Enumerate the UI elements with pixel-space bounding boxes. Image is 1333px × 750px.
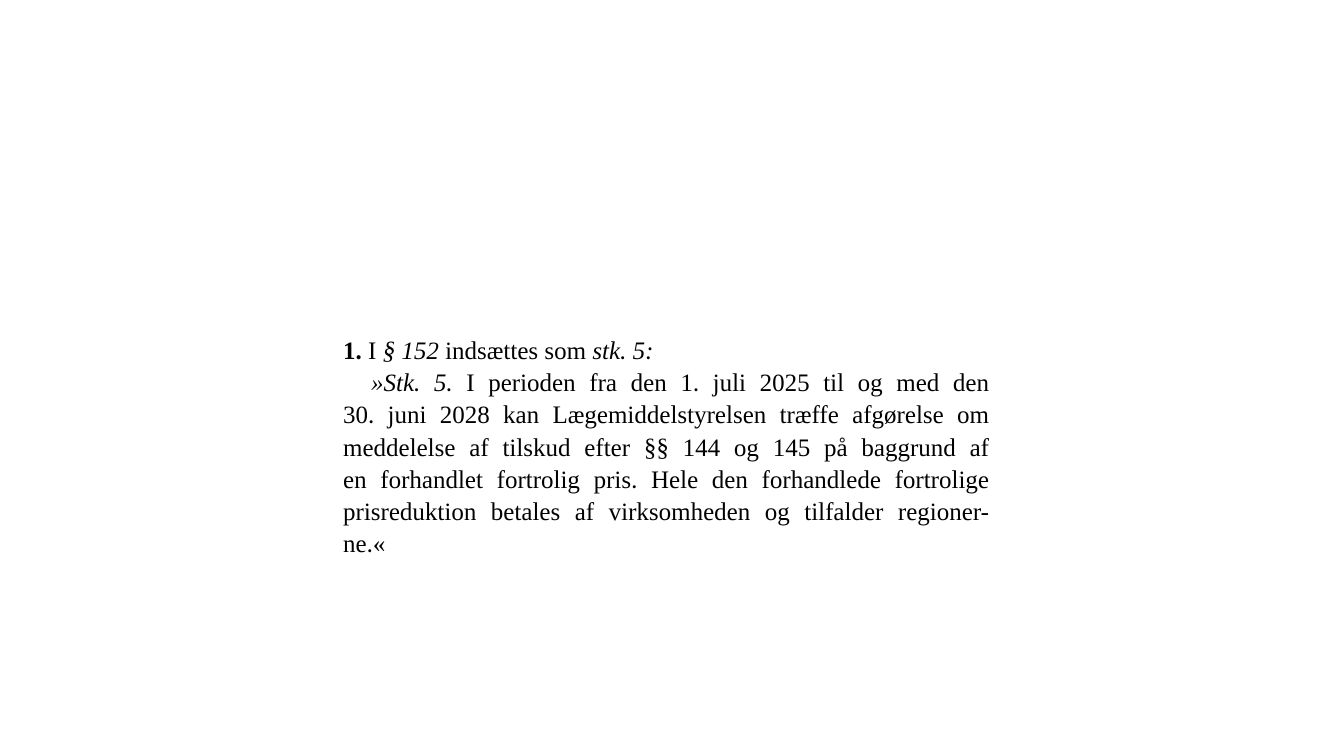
intro-prefix: I [368, 338, 377, 365]
intro-mid: indsættes som [445, 338, 587, 365]
amendment-text-line: ne.« [343, 531, 386, 559]
amendment-text-line [343, 368, 989, 400]
amendment-number: 1. [343, 338, 362, 365]
amendment-text-line: prisreduktion betales af virksomheden og tilfalder regioner- [343, 499, 989, 527]
line-text: I perioden fra den 1. juli 2025 til og med den [466, 370, 990, 398]
amendment-text-line: 30. juni 2028 kan Lægemiddelstyrelsen træffe afgørelse om [343, 402, 989, 430]
amendment-heading [343, 336, 989, 368]
document-body [343, 336, 989, 561]
stk-label: Stk. 5. [383, 370, 453, 398]
stk-reference: stk. 5: [592, 338, 654, 365]
amendment-text [343, 368, 989, 561]
amendment-text-line: en forhandlet fortrolig pris. Hele den forhandlede fortrolige [343, 466, 989, 494]
amendment-text-line: meddelelse af tilskud efter §§ 144 og 145 på baggrund af [343, 434, 989, 462]
quote-open: » [371, 370, 384, 398]
paragraph-reference: § 152 [382, 338, 439, 365]
